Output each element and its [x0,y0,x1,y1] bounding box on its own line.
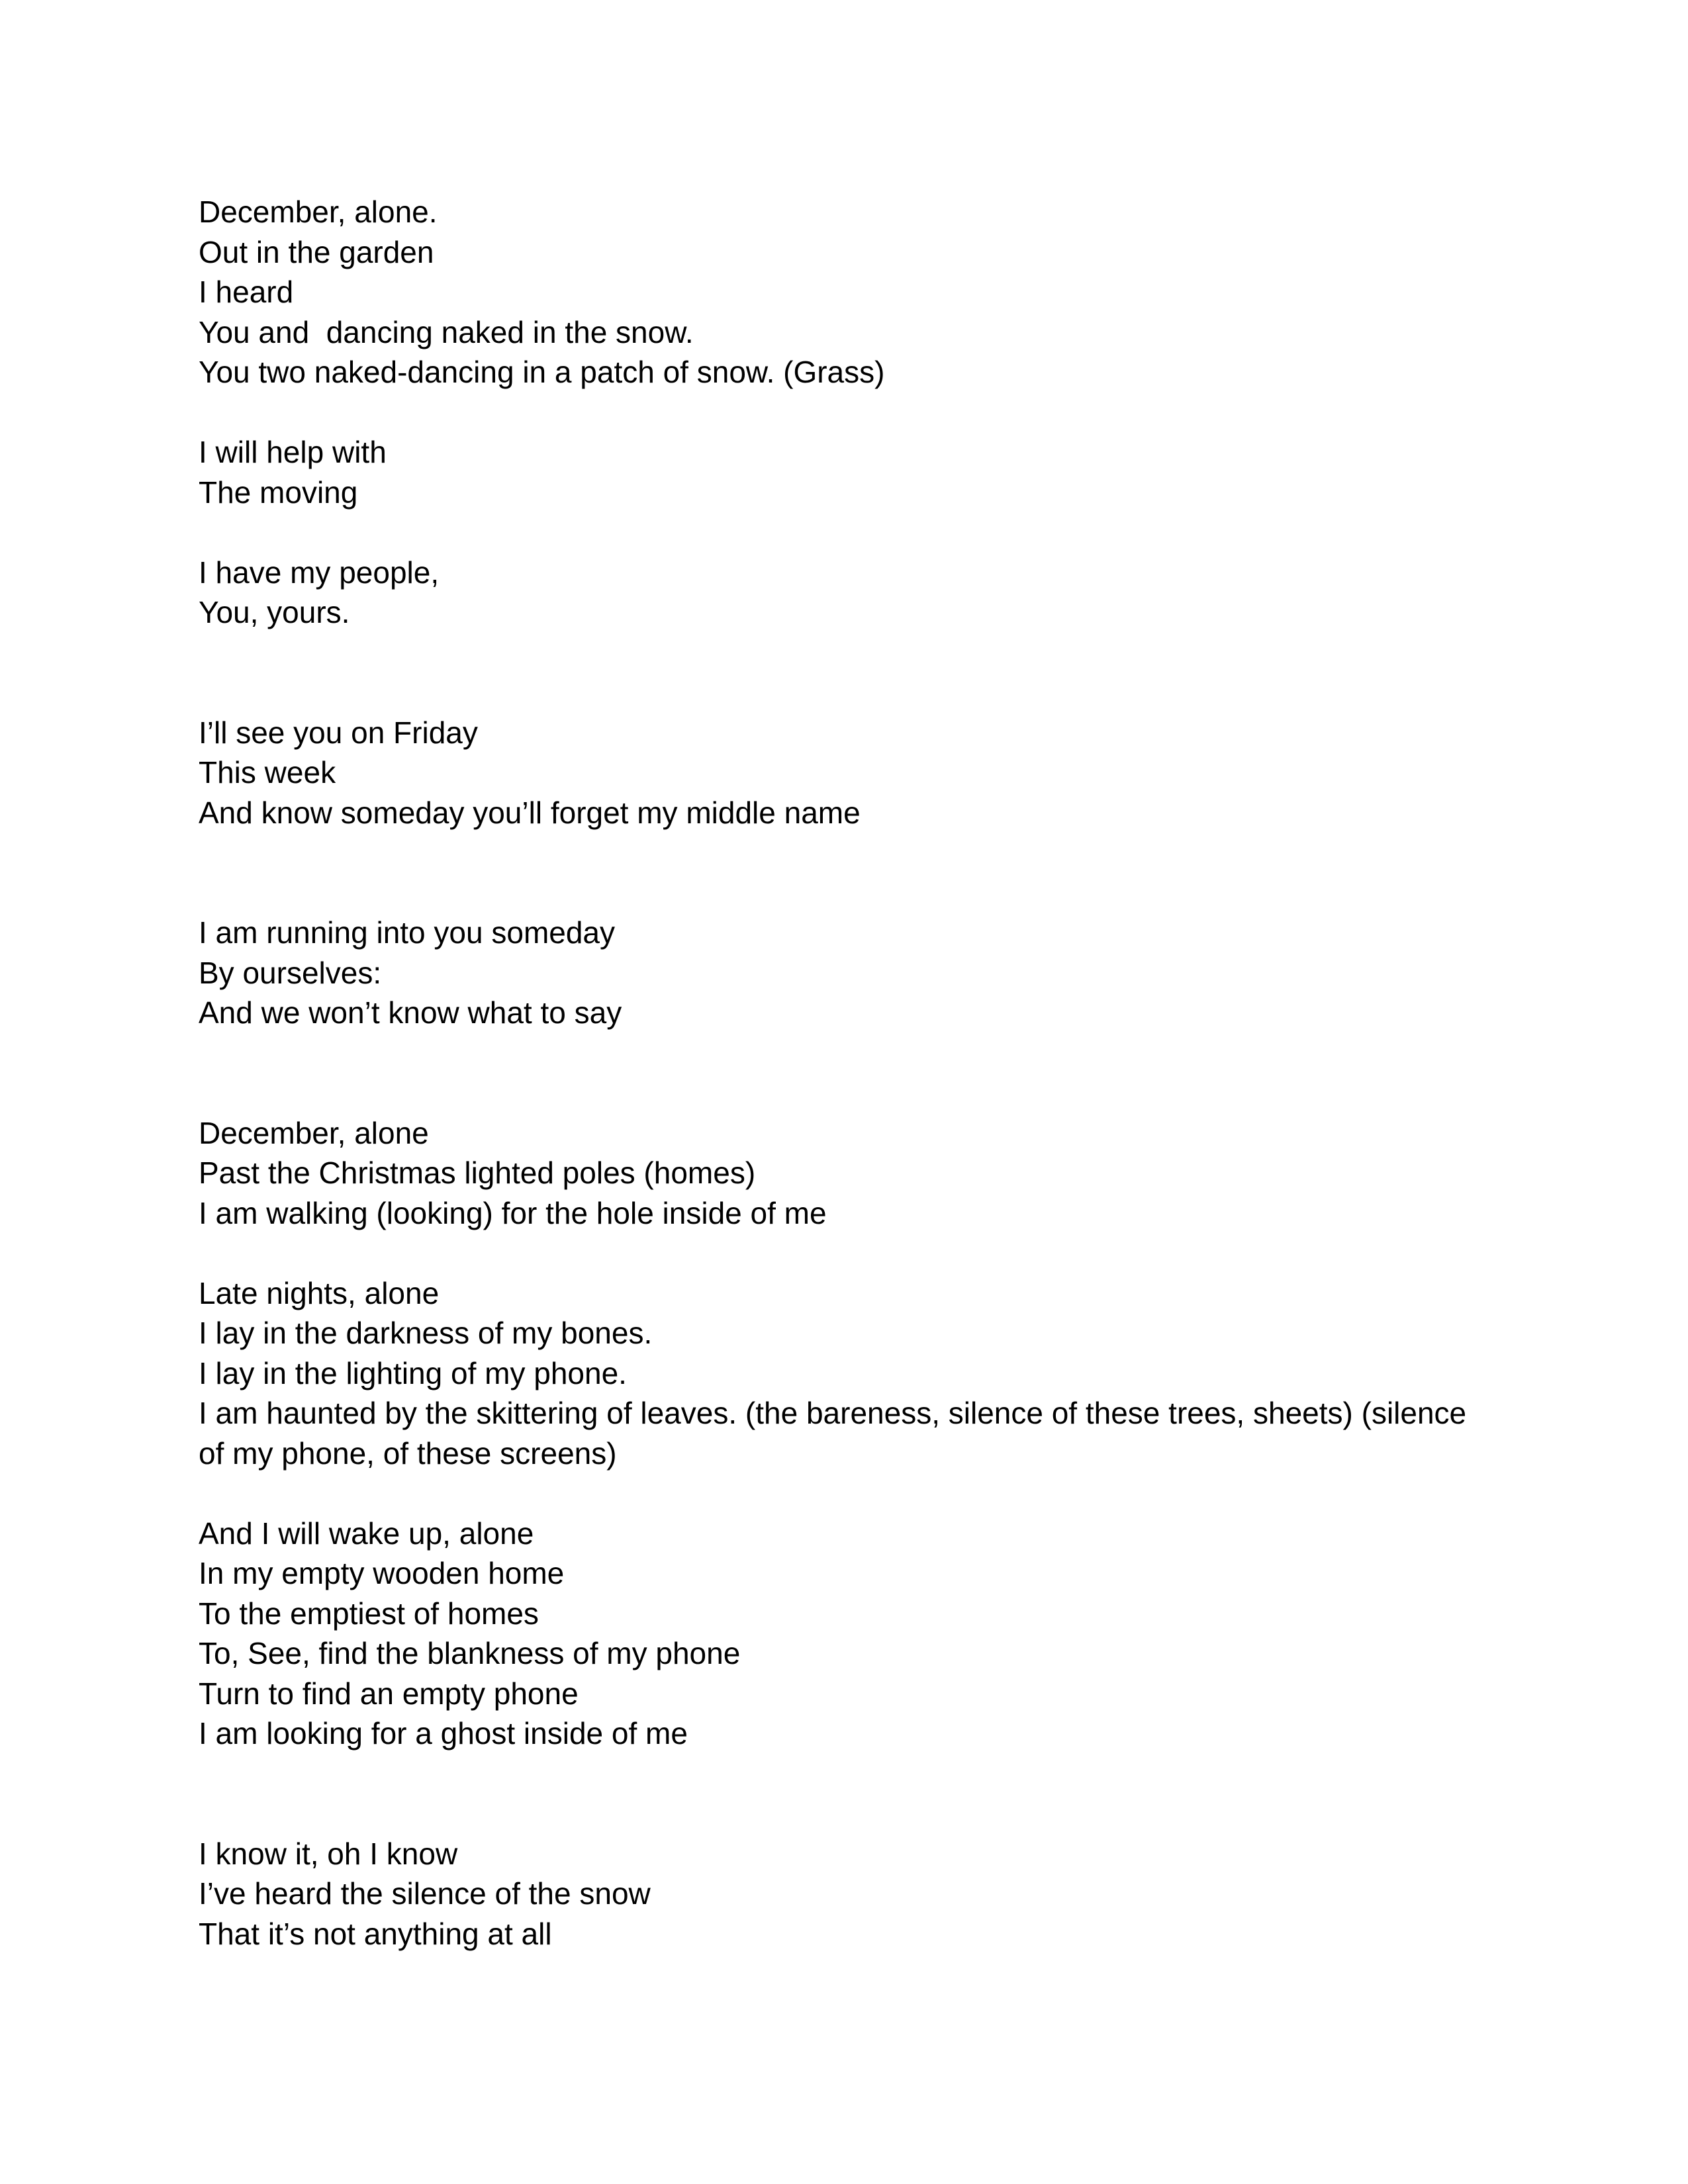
poem-line: I lay in the lighting of my phone. [199,1355,627,1390]
poem-line: Out in the garden [199,234,434,269]
poem-line: I am haunted by the skittering of leaves. (the bareness, silence of these trees, sheets) (silence [199,1396,1467,1430]
poem-line: You two naked-dancing in a patch of snow. (Grass) [199,355,885,389]
poem-line: And I will wake up, alone [199,1516,534,1551]
poem-line: I am walking (looking) for the hole inside of me [199,1195,827,1230]
poem-line: I lay in the darkness of my bones. [199,1316,653,1350]
poem-line: Turn to find an empty phone [199,1676,579,1711]
blank-line [199,1754,1489,1794]
blank-line [199,512,1489,553]
blank-line [199,1233,1489,1273]
poem-line: I have my people, [199,555,440,590]
poem-line: The moving [199,475,358,510]
poem-line: Past the Christmas lighted poles (homes) [199,1156,756,1190]
poem-line: To the emptiest of homes [199,1596,539,1631]
poem-line: You and dancing naked in the snow. [199,314,694,349]
blank-line [199,1473,1489,1514]
poem-line: December, alone. [199,195,438,229]
blank-line [199,833,1489,873]
poem-line: And we won’t know what to say [199,995,622,1030]
blank-line [199,392,1489,433]
blank-line [199,633,1489,673]
blank-line [199,672,1489,713]
blank-line [199,1794,1489,1834]
poem-line: of my phone, of these screens) [199,1435,617,1471]
poem-line: By ourselves: [199,955,382,990]
poem-line: I’ve heard the silence of the snow [199,1876,651,1911]
poem-line: I heard [199,275,294,309]
poem-line: To, See, find the blankness of my phone [199,1636,741,1670]
blank-line [199,1033,1489,1073]
poem-line: Late nights, alone [199,1275,440,1310]
poem-line: That it’s not anything at all [199,1916,552,1951]
poem-line: I will help with [199,435,387,469]
poem-line: In my empty wooden home [199,1556,565,1590]
poem-line: December, alone [199,1115,429,1150]
poem-line: I am looking for a ghost inside of me [199,1716,688,1751]
poem-line: You, yours. [199,595,350,629]
poem-line: And know someday you’ll forget my middle name [199,795,861,830]
poem-line: I am running into you someday [199,915,616,950]
poem-line: I’ll see you on Friday [199,715,478,750]
poem-line: I know it, oh I know [199,1836,458,1871]
blank-line [199,1073,1489,1113]
poem-line: This week [199,755,336,790]
poem-body [199,192,1489,1954]
blank-line [199,873,1489,913]
